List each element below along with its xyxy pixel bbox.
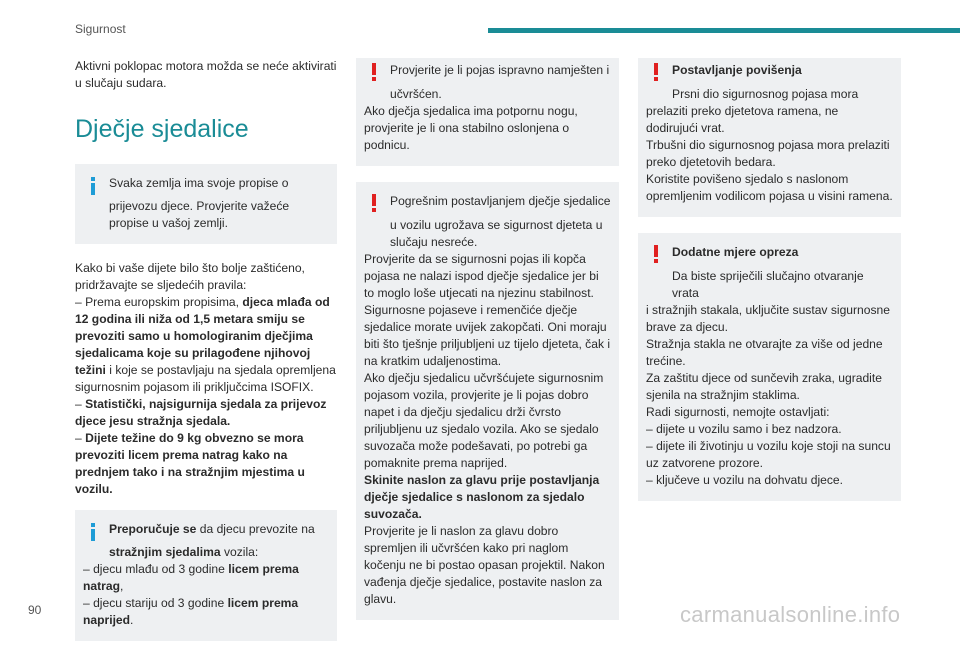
warning-paragraph-5: Skinite naslon za glavu prije postavljanja dječje sjedalice s naslonom za sjedalo suvozača.: [364, 473, 600, 521]
body-line-3: – Statistički, najsigurnija sjedala za prijevoz djece jesu stražnja sjedala.: [75, 397, 327, 428]
warning-text-first: Da biste spriječili slučajno otvaranje vrata: [672, 269, 864, 300]
warning-box-installation: [356, 182, 619, 620]
body-line-1: Kako bi vaše dijete bilo što bolje zaštićeno, pridržavajte se sljedećih pravila:: [75, 261, 305, 292]
warning-title: Postavljanje povišenja: [672, 63, 802, 77]
warning-paragraph-6: Provjerite je li naslon za glavu dobro spremljen ili učvršćen kako pri naglom kočenju ne bi postao opasan projektil. Nakon vađenja dječje sjedalice, postavite naslon za glavu.: [364, 524, 605, 606]
intro-paragraph: Aktivni poklopac motora možda se neće aktivirati u slučaju sudara.: [75, 59, 337, 90]
warning-paragraph-2: Provjerite da se sigurnosni pojas ili kopča pojasa ne nalazi ispod dječje sjedalice jer bi to moglo loše utjecati na njezinu stabilnost.: [364, 252, 599, 300]
warning-list-3: – ključeve u vozilu na dohvatu djece.: [646, 473, 843, 487]
warning-icon: [364, 193, 390, 217]
warning-title: Dodatne mjere opreza: [672, 245, 799, 259]
info-box-recommendation: [75, 510, 337, 641]
info-box-list-1: – djecu mlađu od 3 godine licem prema natrag,: [83, 562, 299, 593]
info-icon: [83, 521, 109, 544]
column-2: [356, 58, 619, 634]
info-box-text-first: Preporučuje se da djecu prevozite na: [109, 522, 315, 536]
warning-icon: [646, 244, 672, 268]
watermark: carmanualsonline.info: [680, 602, 901, 627]
warning-text-first: Prsni dio sigurnosnog pojasa mora: [672, 87, 859, 101]
body-line-4: – Dijete težine do 9 kg obvezno se mora prevoziti licem prema natrag kako na prednjem tako i na stražnjim mjestima u vozilu.: [75, 431, 305, 496]
warning-box-belt: [356, 58, 619, 166]
info-icon: [83, 175, 109, 198]
info-box-text-first: Svaka zemlja ima svoje propise o: [109, 176, 289, 190]
warning-text-first: Provjerite je li pojas ispravno namješten i: [390, 63, 610, 77]
page-header-title: Sigurnost: [75, 22, 126, 36]
warning-text-first: Pogrešnim postavljanjem dječje sjedalice: [390, 194, 611, 208]
section-title: Dječje sjedalice: [75, 115, 249, 143]
page-number: 90: [28, 603, 42, 617]
warning-box-precautions: [638, 233, 901, 501]
warning-paragraph-3: Koristite povišeno sjedalo s naslonom opremljenim vodilicom pojasa u visini ramena.: [646, 172, 893, 203]
warning-list-1: – dijete u vozilu samo i bez nadzora.: [646, 422, 842, 436]
column-3: [638, 58, 901, 515]
warning-paragraph-2: Stražnja stakla ne otvarajte za više od jedne trećine.: [646, 337, 883, 368]
warning-text-rest: prelaziti preko djetetova ramena, ne dodirujući vrat.: [646, 104, 839, 135]
warning-paragraph-3: Sigurnosne pojaseve i remenčiće dječje sjedalice morate uvijek zakopčati. Oni moraju biti što tješnje priljubljeni uz tijelo djeteta, čak i na kratkim udaljenostima.: [364, 303, 611, 368]
warning-box-booster: [638, 58, 901, 217]
info-box-text-rest: prijevozu djece. Provjerite važeće propise u vašoj zemlji.: [109, 199, 290, 230]
info-box-text-second: stražnjim sjedalima vozila:: [109, 545, 259, 559]
warning-paragraph: Ako dječja sjedalica ima potpornu nogu, provjerite je li ona stabilno oslonjena o podnicu.: [364, 104, 578, 152]
warning-paragraph-4: Ako dječju sjedalicu učvršćujete sigurnosnim pojasom vozila, provjerite je li pojas dobro napet i da dječju sjedalicu drži čvrsto priljubljenu uz sjedalo vozila. Ako se sjedalo suvozača može podešavati, po potrebi ga pomaknite prema naprijed.: [364, 371, 604, 470]
warning-paragraph-2: Trbušni dio sigurnosnog pojasa mora prelaziti preko djetetovih bedara.: [646, 138, 890, 169]
column-1: [75, 58, 337, 655]
warning-icon: [646, 62, 672, 86]
warning-icon: [364, 62, 390, 86]
header-accent-bar: [488, 28, 960, 33]
body-line-2: – Prema europskim propisima, djeca mlađa od 12 godina ili niža od 1,5 metara smiju se prevoziti samo u homologiranim dječjima sjedalicama koje su prilagođene njihovoj težini i koje se postavljaju na sjedala opremljena sigurnosnim pojasom ili priključcima ISOFIX.: [75, 295, 336, 394]
body-text: [75, 260, 337, 498]
warning-paragraph-3: Za zaštitu djece od sunčevih zraka, ugradite sjenila na stražnjim staklima.: [646, 371, 882, 402]
warning-text-rest: u vozilu ugrožava se sigurnost djeteta u slučaju nesreće.: [390, 218, 603, 249]
warning-list-2: – dijete ili životinju u vozilu koje stoji na suncu uz zatvorene prozore.: [646, 439, 891, 470]
info-box-regulations: [75, 164, 337, 244]
warning-paragraph-4: Radi sigurnosti, nemojte ostavljati:: [646, 405, 830, 419]
warning-text-rest: i stražnjih stakala, uključite sustav sigurnosne brave za djecu.: [646, 303, 891, 334]
info-box-list-2: – djecu stariju od 3 godine licem prema naprijed.: [83, 596, 299, 627]
warning-text-rest: učvršćen.: [390, 87, 442, 101]
